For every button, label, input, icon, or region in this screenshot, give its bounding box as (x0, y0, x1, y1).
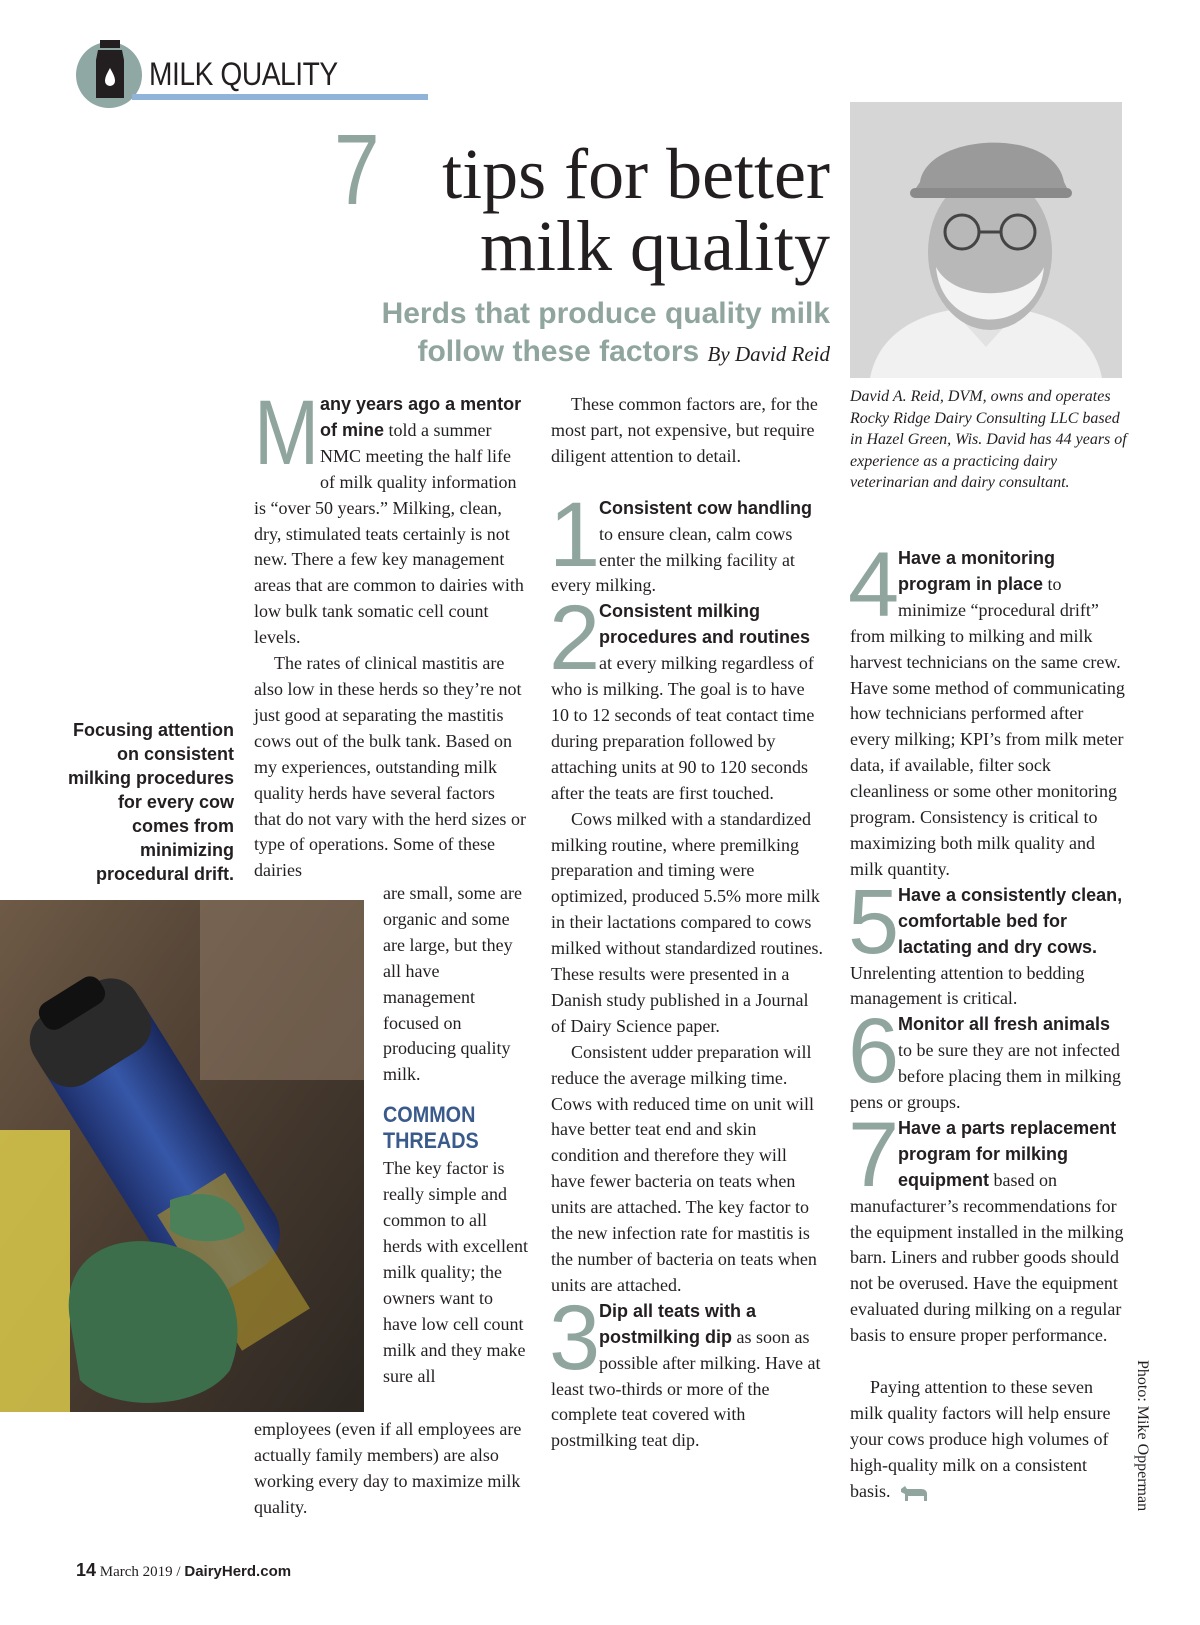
dairies-paragraph-cont: are small, some are organic and some are large, but they all have management focused on producing quality milk. (383, 883, 522, 1085)
tip-number: 1 (549, 483, 601, 586)
intro-lead: any years ago a mentor of mine (320, 394, 522, 440)
tip-7 (848, 1103, 1126, 1349)
column-3 (848, 534, 1126, 1505)
column-2 (551, 392, 823, 1454)
tip-text: to ensure clean, calm cows enter the milking facility at every milking. (551, 523, 795, 596)
subtitle-line-2: follow these factors (417, 335, 700, 368)
tip-heading: Have a parts replacement program for milking equipment (898, 1117, 1117, 1190)
factors-intro: These common factors are, for the most part, not expensive, but require diligent attention to detail. (551, 394, 818, 466)
tip-text: at every milking regardless of who is milking. The goal is to have 10 to 12 seconds of teat contact time during preparation followed by attaching units at 90 to 120 seconds after the teats are first touched. (551, 653, 815, 803)
column-1-narrow (383, 881, 529, 1389)
title-line-2: milk quality (480, 206, 830, 286)
title-number: 7 (334, 114, 380, 226)
page-number: 14 (76, 1560, 97, 1580)
intro-text: told a summer NMC meeting the half life of milk quality information is “over 50 years.” Milking, clean, dry, stimulated teats certainly is not new. There a few key management areas that are common to dairies with low bulk tank somatic cell count levels. (254, 419, 524, 648)
section-underline (132, 94, 428, 100)
standardized-routine-paragraph: Cows milked with a standardized milking routine, where premilking preparation and timing were optimized, produced 5.5% more milk in their lactations compared to cows milked without standardized routines. These results were presented in a Danish study published in a Journal of Dairy Science paper. (551, 808, 823, 1036)
column-1-bottom (254, 1417, 526, 1521)
common-threads-paragraph: The key factor is really simple and common to all herds with excellent milk quality; the owners want to have low cell count milk and they make sure all (383, 1158, 528, 1386)
tip-4 (848, 534, 1126, 883)
tip-number: 6 (848, 1000, 900, 1103)
tip-number: 2 (549, 587, 601, 690)
page-footer (76, 1560, 291, 1581)
pull-quote: Focusing attention on consistent milking procedures for every cow comes from minimizing procedural drift. (67, 720, 234, 884)
author-portrait (850, 102, 1122, 378)
tip-number: 7 (848, 1103, 900, 1206)
tip-heading: Monitor all fresh animals (898, 1014, 1111, 1035)
tip-1 (549, 483, 823, 600)
title-line-1: tips for better (442, 134, 830, 214)
tip-number: 5 (848, 870, 900, 973)
section-header (76, 38, 356, 106)
closing-paragraph (850, 1375, 1126, 1505)
tip-heading: Have a monitoring program in place (898, 548, 1056, 594)
tip-text: Unrelenting attention to bedding management is critical. (850, 962, 1085, 1009)
common-threads-paragraph-cont: employees (even if all employees are actually family members) are also working every day to maximize milk quality. (254, 1419, 522, 1517)
cow-icon (899, 1483, 929, 1503)
tip-6 (848, 1000, 1126, 1116)
mastitis-paragraph: The rates of clinical mastitis are also low in these herds so they’re not just good at separating the mastitis cows out of the bulk tank. Based on my experiences, outstanding milk quality herds have several factors that do not vary with the herd sizes or type of operations. Some of these dairies (254, 653, 526, 881)
drop-cap: M (254, 382, 320, 484)
subtitle-line-1: Herds that produce quality milk (381, 297, 830, 330)
tip-2 (549, 587, 823, 806)
portrait-caption: David A. Reid, DVM, owns and operates Rocky Ridge Dairy Consulting LLC based in Hazel Green, Wis. David has 44 years of experience as a practicing dairy veterinarian and dairy consultant. (850, 388, 1127, 491)
tip-5 (848, 870, 1126, 1013)
tip-text: based on manufacturer’s recommendations for the equipment installed in the milking barn. Liners and rubber goods should not be overused. Have the equipment evaluated during milking on a regular basis to ensure proper performance. (850, 1169, 1124, 1346)
udder-prep-paragraph: Consistent udder preparation will reduce the average milking time. Cows with reduced time on unit will have better teat end and skin condition and therefore they will have fewer bacteria on teats when units are attached. The key factor to the new infection rate for mastitis is the number of bacteria on teats when units are attached. (551, 1041, 817, 1295)
photo-credit: Photo: Mike Opperman (1134, 1360, 1151, 1512)
section-label: MILK QUALITY (149, 56, 338, 92)
tip-heading: Dip all teats with a postmilking dip (599, 1300, 757, 1347)
issue-date: March 2019 / (99, 1564, 181, 1580)
subhead-common-threads: COMMON THREADS (383, 1102, 479, 1154)
tip-number: 3 (549, 1286, 601, 1389)
byline: By David Reid (707, 342, 830, 366)
tip-text: as soon as possible after milking. Have at least two-thirds or more of the complete teat covered with postmilking teat dip. (551, 1326, 821, 1451)
tip-text: to minimize “procedural drift” from milking to milking and milk harvest technicians on the same crew. Have some method of communicating how technicians performed after every milking; KPI’s from milk meter data, if available, filter sock cleanliness or some other monitoring program. Consistency is critical to maximizing both milk quality and milk quantity. (850, 573, 1125, 879)
article-subtitle (300, 295, 830, 373)
tip-3 (549, 1286, 823, 1454)
column-1 (254, 382, 526, 884)
tip-text: to be sure they are not infected before placing them in milking pens or groups. (850, 1040, 1121, 1113)
milk-can-icon (94, 38, 126, 102)
tip-number: 4 (848, 534, 900, 636)
site-name: DairyHerd.com (184, 1563, 292, 1580)
tip-heading: Consistent cow handling (599, 497, 813, 518)
tip-heading: Have a consistently clean, comfortable bed for lactating and dry cows. (898, 884, 1123, 957)
closing-text: Paying attention to these seven milk quality factors will help ensure your cows produce high volumes of high-quality milk on a consistent basis. (850, 1377, 1111, 1501)
tip-heading: Consistent milking procedures and routines (599, 601, 811, 648)
intro-paragraph (254, 382, 526, 651)
milking-photo (0, 900, 364, 1412)
